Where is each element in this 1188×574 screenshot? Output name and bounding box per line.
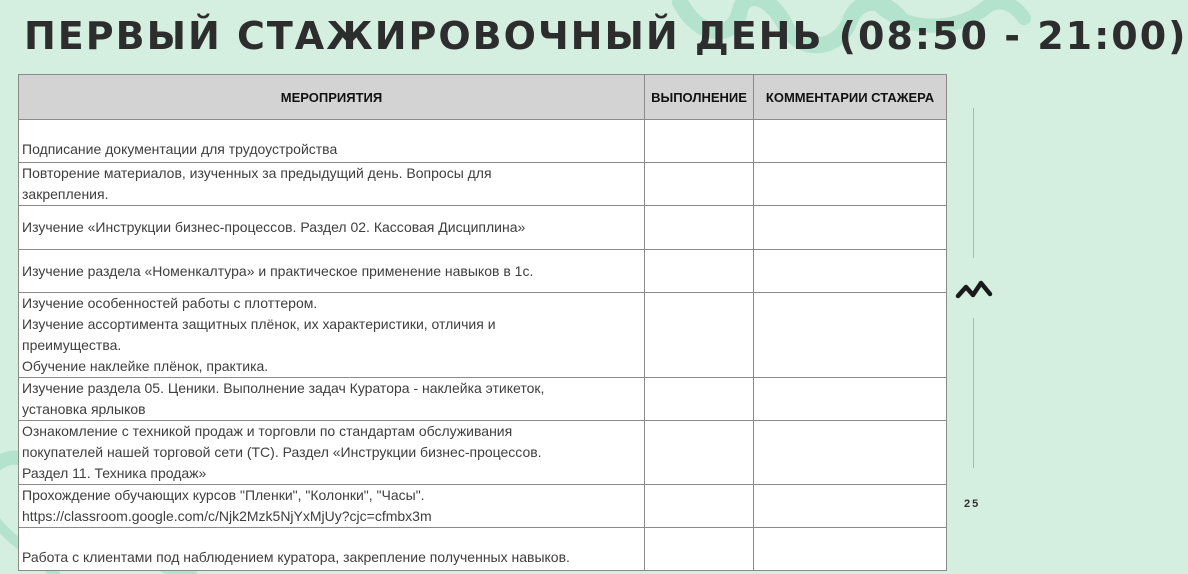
table-row xyxy=(19,528,947,571)
table-header-row xyxy=(19,75,947,120)
brand-zigzag-icon xyxy=(955,278,993,302)
completion-cell[interactable] xyxy=(645,120,754,163)
side-divider-bottom xyxy=(973,318,974,468)
activity-line: закрепления. xyxy=(22,186,109,202)
activity-line: Изучение «Инструкции бизнес-процессов. Раздел 02. Кассовая Дисциплина» xyxy=(22,219,526,235)
column-header-activities: МЕРОПРИЯТИЯ xyxy=(19,75,645,120)
comment-cell[interactable] xyxy=(754,528,947,571)
activity-line: Изучение раздела «Номенкалтура» и практическое применение навыков в 1с. xyxy=(22,262,534,279)
table-row xyxy=(19,485,947,528)
activity-line: покупателей нашей торговой сети (ТС). Раздел «Инструкции бизнес-процессов. xyxy=(22,444,542,460)
comment-cell[interactable] xyxy=(754,206,947,250)
column-header-comments: КОММЕНТАРИИ СТАЖЕРА xyxy=(754,75,947,120)
activity-cell xyxy=(19,421,645,485)
completion-cell[interactable] xyxy=(645,293,754,378)
activity-line: Изучение раздела 05. Ценики. Выполнение задач Куратора - наклейка этикеток, xyxy=(22,380,545,396)
completion-cell[interactable] xyxy=(645,250,754,293)
activity-line: преимущества. xyxy=(22,337,122,353)
activity-cell xyxy=(19,485,645,528)
activity-line: Изучение особенностей работы с плоттером. xyxy=(22,295,318,311)
schedule-table xyxy=(18,74,947,571)
activity-cell xyxy=(19,120,645,163)
table-row xyxy=(19,250,947,293)
comment-cell[interactable] xyxy=(754,163,947,206)
activity-line: Повторение материалов, изученных за предыдущий день. Вопросы для xyxy=(22,165,492,181)
activity-cell xyxy=(19,163,645,206)
comment-cell[interactable] xyxy=(754,378,947,421)
comment-cell[interactable] xyxy=(754,421,947,485)
comment-cell[interactable] xyxy=(754,120,947,163)
activity-line: https://classroom.google.com/c/Njk2Mzk5NjYxMjUy?cjc=cfmbx3m xyxy=(22,508,432,524)
column-header-completion: ВЫПОЛНЕНИЕ xyxy=(645,75,754,120)
completion-cell[interactable] xyxy=(645,378,754,421)
side-divider-top xyxy=(973,108,974,258)
table-row xyxy=(19,163,947,206)
comment-cell[interactable] xyxy=(754,293,947,378)
activity-cell xyxy=(19,528,645,571)
activity-line: Прохождение обучающих курсов "Пленки", "Колонки", "Часы". xyxy=(22,487,425,503)
activity-cell xyxy=(19,378,645,421)
comment-cell[interactable] xyxy=(754,250,947,293)
completion-cell[interactable] xyxy=(645,163,754,206)
page-number: 25 xyxy=(964,498,981,510)
table-row xyxy=(19,293,947,378)
completion-cell[interactable] xyxy=(645,528,754,571)
activity-line: Обучение наклейке плёнок, практика. xyxy=(22,358,269,374)
completion-cell[interactable] xyxy=(645,206,754,250)
activity-cell xyxy=(19,250,645,293)
activity-line: Работа с клиентами под наблюдением куратора, закрепление полученных навыков. xyxy=(22,549,570,565)
slide-title: ПЕРВЫЙ СТАЖИРОВОЧНЫЙ ДЕНЬ (08:50 - 21:00) xyxy=(24,14,1188,58)
activity-cell xyxy=(19,206,645,250)
activity-line: Раздел 11. Техника продаж» xyxy=(22,465,207,481)
table-row xyxy=(19,120,947,163)
table-row xyxy=(19,378,947,421)
completion-cell[interactable] xyxy=(645,485,754,528)
activity-line: Ознакомление с техникой продаж и торговли по стандартам обслуживания xyxy=(22,423,513,439)
activity-line: Изучение ассортимента защитных плёнок, их характеристики, отличия и xyxy=(22,316,496,332)
table-row xyxy=(19,206,947,250)
activity-cell xyxy=(19,293,645,378)
activity-line: установка ярлыков xyxy=(22,401,146,417)
comment-cell[interactable] xyxy=(754,485,947,528)
activity-line: Подписание документации для трудоустройства xyxy=(22,141,338,157)
table-row xyxy=(19,421,947,485)
completion-cell[interactable] xyxy=(645,421,754,485)
